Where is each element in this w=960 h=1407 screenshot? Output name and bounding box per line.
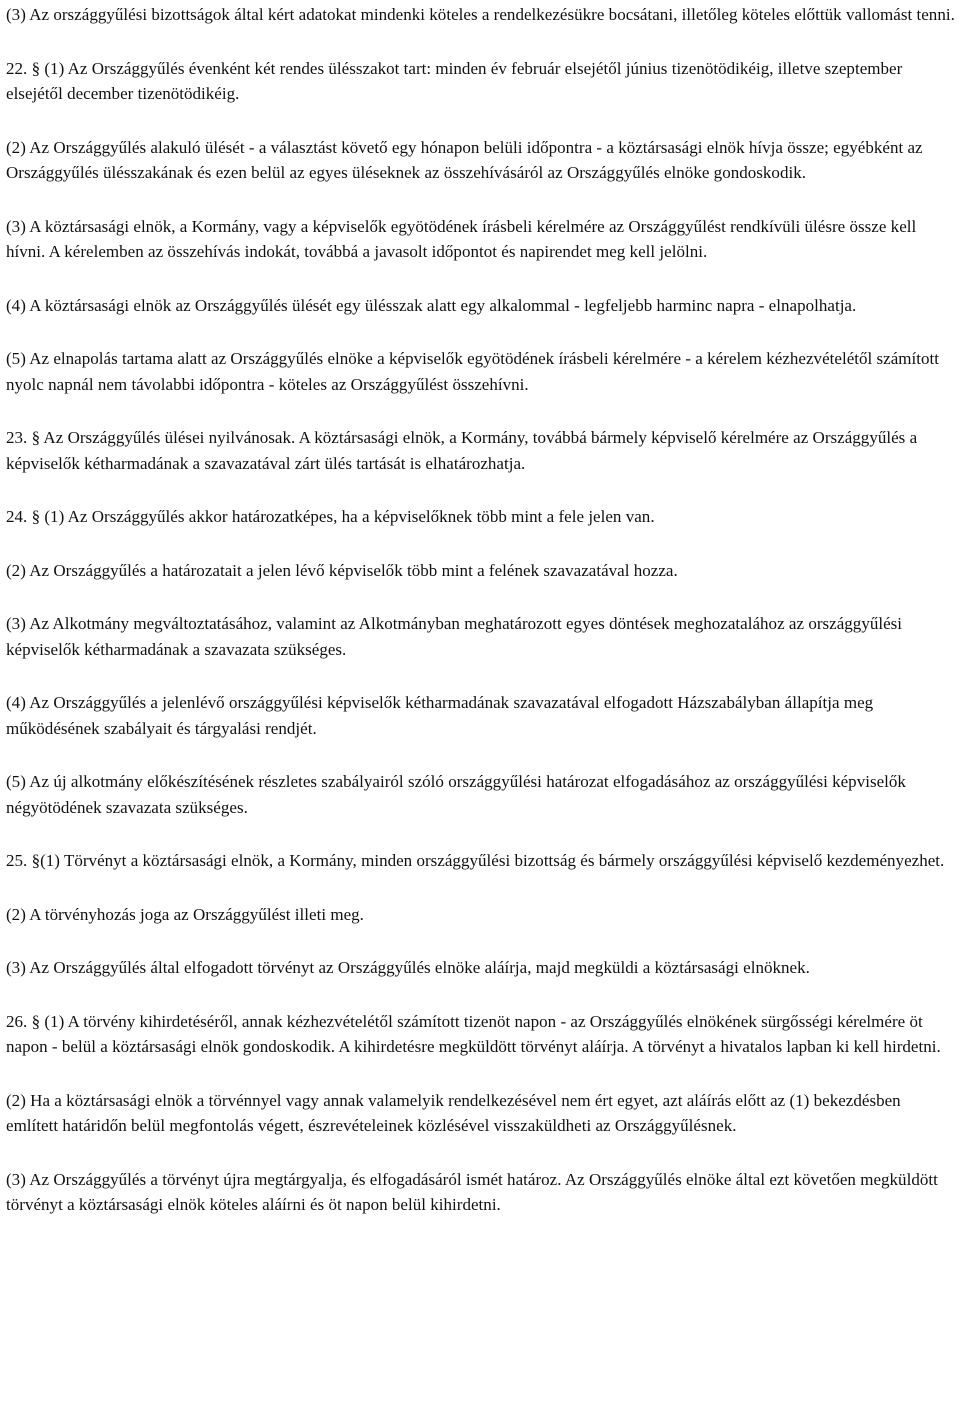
- paragraph-22-4: (4) A köztársasági elnök az Országgyűlés ülését egy ülésszak alatt egy alkalommal - legfeljebb harminc napra - elnapolhatja.: [6, 295, 857, 315]
- paragraph-26-1: 26. § (1) A törvény kihirdetéséről, annak kézhezvételétől számított tizenöt napon - az Országgyűlés elnökének sürgősségi kérelmére öt napon - belül a köztársasági elnök gondoskodik. A kihirdetésre megküldött törvényt aláírja. A törvényt a hivatalos lapban ki kell hirdetni.: [6, 1011, 941, 1056]
- paragraph-26-2: (2) Ha a köztársasági elnök a törvénnyel vagy annak valamelyik rendelkezésével nem ért egyet, azt aláírás előtt az (1) bekezdésben említett határidőn belül megfontolás végett, észrevételeinek közlésével visszaküldheti az Országgyűlésnek.: [6, 1090, 901, 1135]
- paragraph-25-3: (3) Az Országgyűlés által elfogadott törvényt az Országgyűlés elnöke aláírja, majd megküldi a köztársasági elnöknek.: [6, 958, 810, 977]
- paragraph-24-2: (2) Az Országgyűlés a határozatait a jelen lévő képviselők több mint a felének szavazatával hozza.: [6, 560, 678, 580]
- paragraph-22-1: 22. § (1) Az Országgyűlés évenként két rendes ülésszakot tart: minden év február elsejétől június tizenötödikéig, illetve szeptember elsejétől december tizenötödikéig.: [6, 58, 903, 103]
- paragraph-22-5: (5) Az elnapolás tartama alatt az Országgyűlés elnöke a képviselők egyötödének írásbeli kérelmére - a kérelem kézhezvételétől számított nyolc napnál nem távolabbi időpontra - köteles az Országgyűlést összehívni.: [6, 349, 940, 394]
- paragraph-26-3: (3) Az Országgyűlés a törvényt újra megtárgyalja, és elfogadásáról ismét határoz. Az Országgyűlés elnöke által ezt követően megküldött törvényt a köztársasági elnök köteles aláírni és öt napon belül kihirdetni.: [6, 1169, 938, 1214]
- paragraph-24-3: (3) Az Alkotmány megváltoztatásához, valamint az Alkotmányban meghatározott egyes döntések meghozatalához az országgyűlési képviselők kétharmadának a szavazata szükséges.: [6, 614, 903, 659]
- paragraph-24-5: (5) Az új alkotmány előkészítésének részletes szabályairól szóló országgyűlési határozat elfogadásához az országgyűlési képviselők négyötödének szavazata szükséges.: [6, 772, 906, 817]
- paragraph-22-2: (2) Az Országgyűlés alakuló ülését - a választást követő egy hónapon belüli időpontra - a köztársasági elnök hívja össze; egyébként az Országgyűlés ülésszakának és ezen belül az egyes üléseknek az összehívásáról az Országgyűlés elnöke gondoskodik.: [6, 137, 923, 182]
- paragraph-24-1: 24. § (1) Az Országgyűlés akkor határozatképes, ha a képviselőknek több mint a fele jelen van.: [6, 507, 655, 526]
- paragraph-24-4: (4) Az Országgyűlés a jelenlévő országgyűlési képviselők kétharmadának szavazatával elfogadott Házszabályban állapítja meg működésének szabályait és tárgyalási rendjét.: [6, 693, 874, 738]
- paragraph-25-2: (2) A törvényhozás joga az Országgyűlést illeti meg.: [6, 904, 364, 924]
- paragraph-23: 23. § Az Országgyűlés ülései nyilvánosak. A köztársasági elnök, a Kormány, továbbá bármely képviselő kérelmére az Országgyűlés a képviselők kétharmadának a szavazatával zárt ülés tartását is elhatározhatja.: [6, 428, 918, 473]
- paragraph-25-1: 25. §(1) Törvényt a köztársasági elnök, a Kormány, minden országgyűlési bizottság és bármely országgyűlési képviselő kezdeményezhet.: [6, 851, 945, 870]
- paragraph-21-3: (3) Az országgyűlési bizottságok által kért adatokat mindenki köteles a rendelkezésükre bocsátani, illetőleg köteles előttük vallomást tenni.: [6, 5, 955, 24]
- paragraph-22-3: (3) A köztársasági elnök, a Kormány, vagy a képviselők egyötödének írásbeli kérelmére az Országgyűlést rendkívüli ülésre össze kell hívni. A kérelemben az összehívás indokát, továbbá a javasolt időpontot és napirendet meg kell jelölni.: [6, 216, 917, 261]
